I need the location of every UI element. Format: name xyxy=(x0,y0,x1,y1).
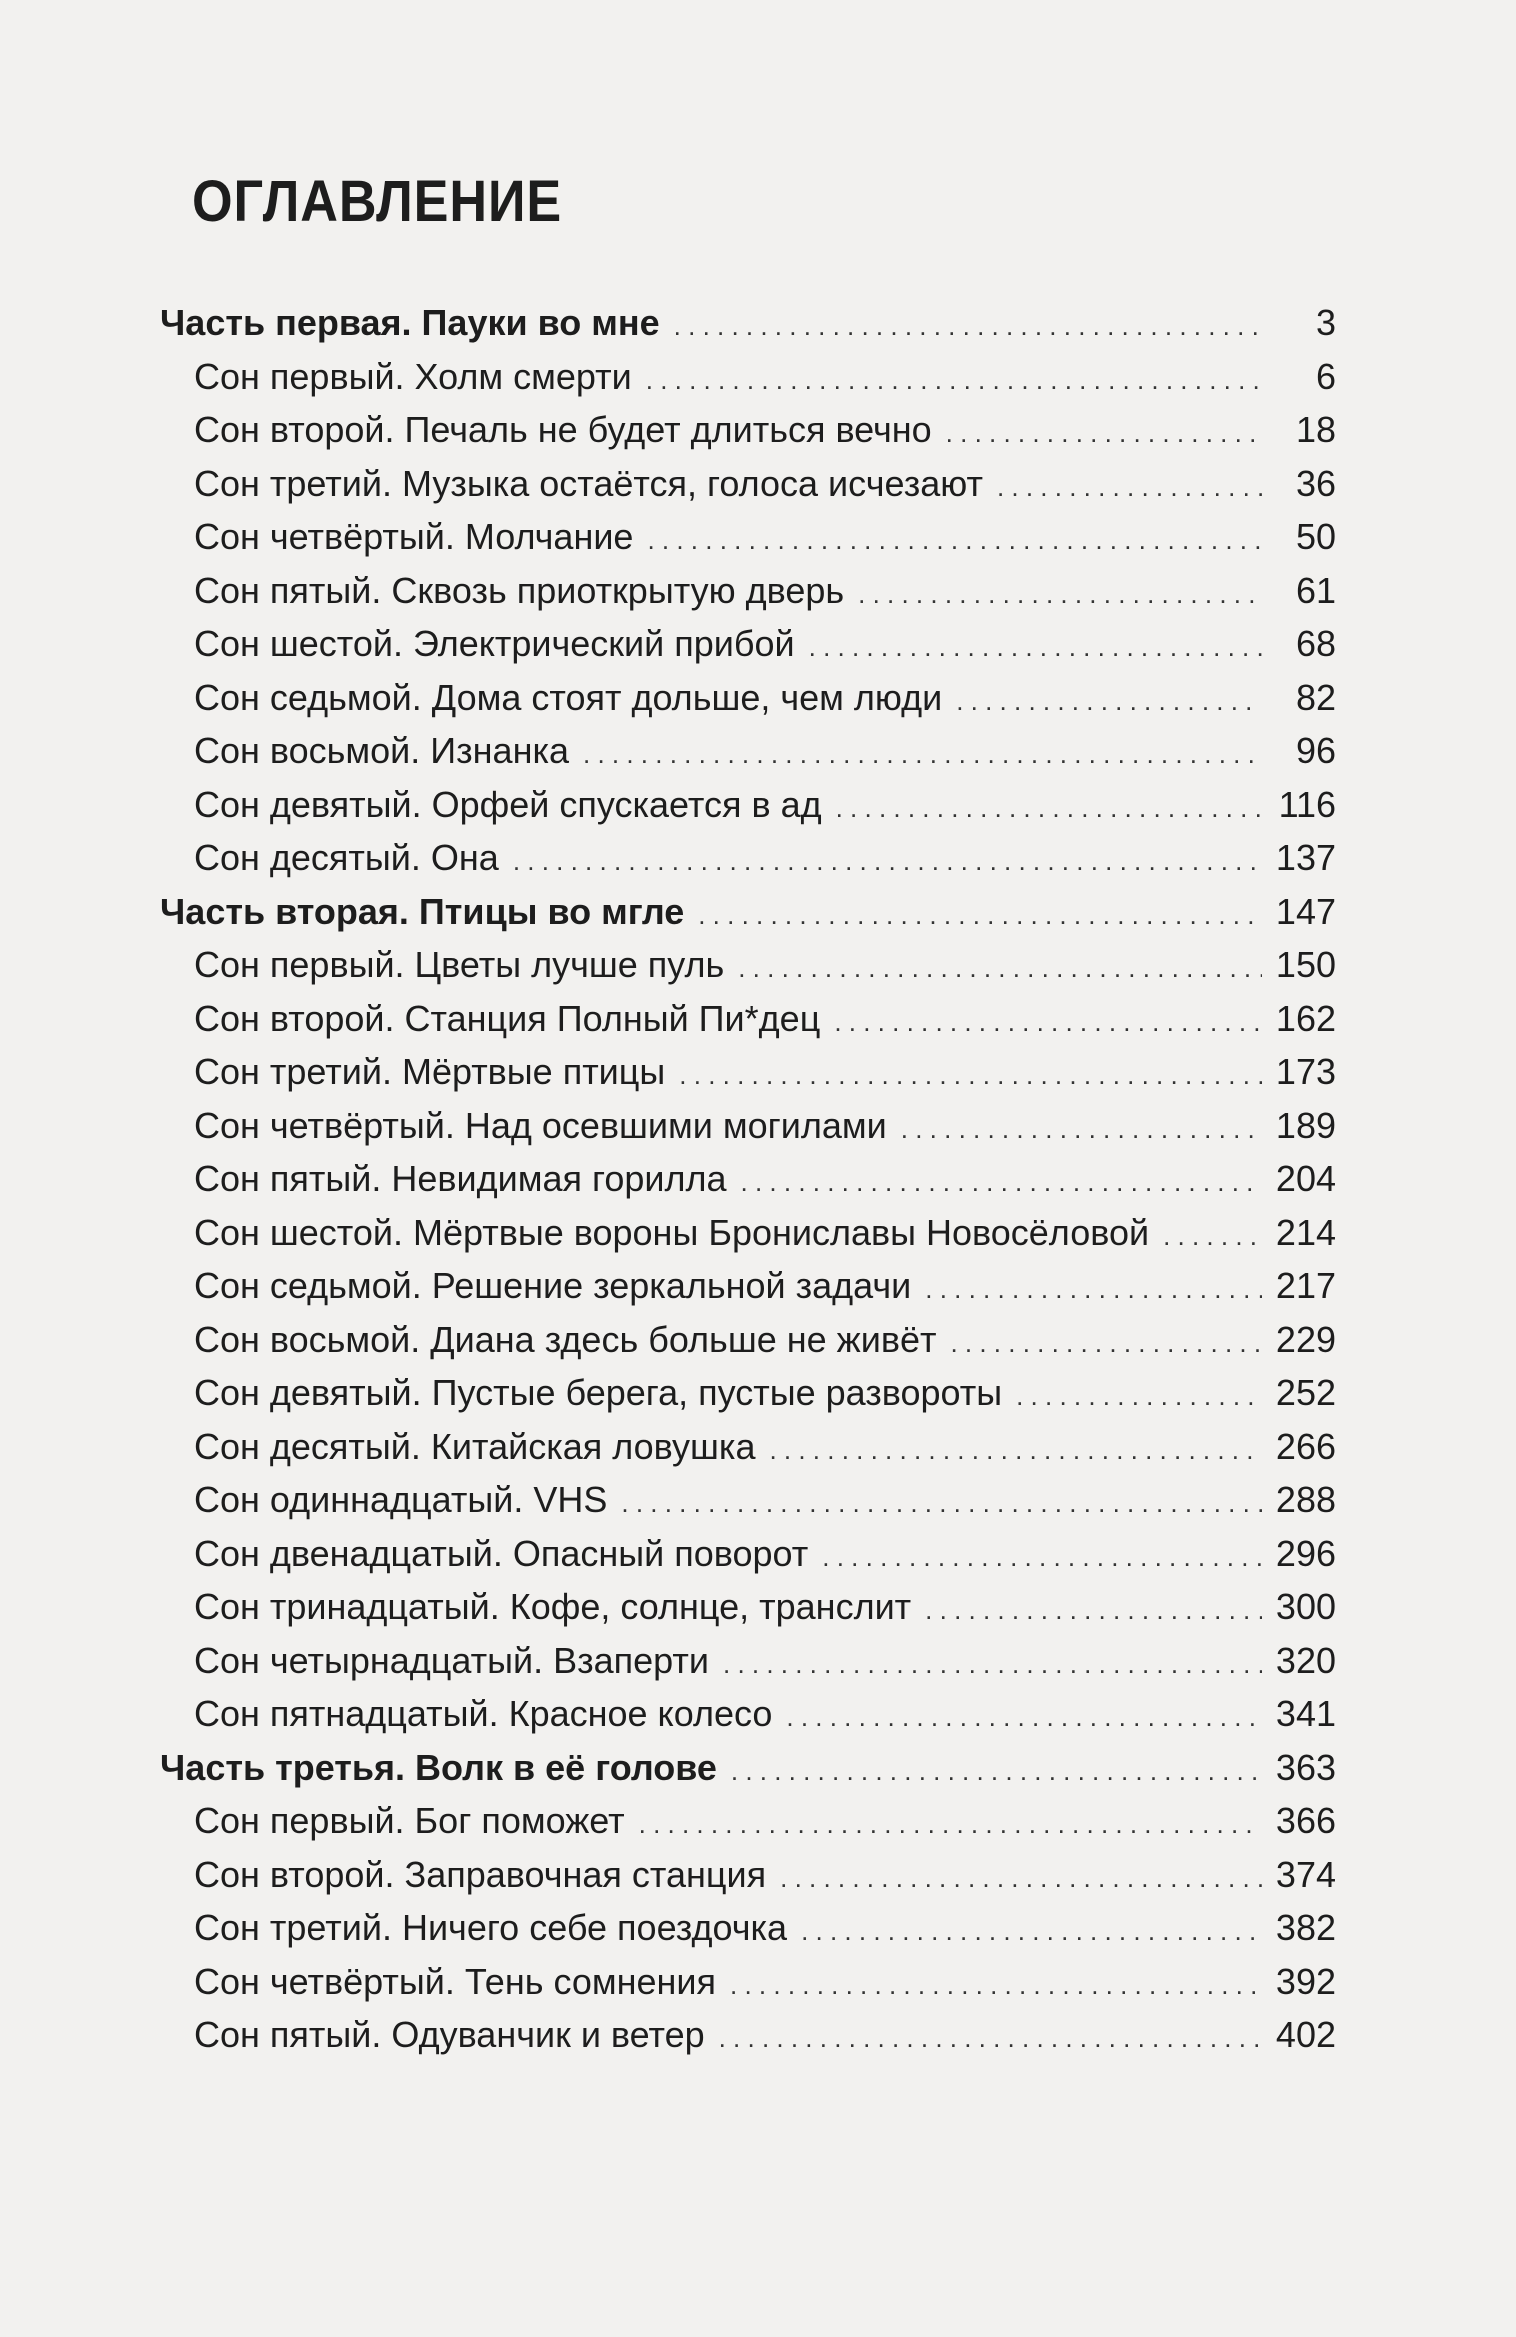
dot-leader xyxy=(858,568,1262,622)
dot-leader xyxy=(822,1531,1262,1585)
dot-leader xyxy=(679,1049,1262,1103)
entry-page-number: 6 xyxy=(1315,355,1336,397)
dot-leader xyxy=(925,1263,1262,1317)
entry-title: Сон тринадцатый. Кофе, солнце, транслит xyxy=(194,1586,912,1627)
dot-leader xyxy=(738,942,1262,996)
toc-chapter-entry xyxy=(160,938,1336,992)
entry-title: Сон первый. Холм смерти xyxy=(194,355,632,397)
entry-page-number: 363 xyxy=(1275,1746,1336,1788)
entry-title: Сон второй. Заправочная станция xyxy=(194,1853,767,1895)
dot-leader xyxy=(834,996,1262,1050)
toc-chapter-entry xyxy=(160,564,1336,618)
toc-chapter-entry xyxy=(160,778,1336,832)
entry-page-number: 217 xyxy=(1275,1265,1336,1306)
dot-leader xyxy=(513,835,1262,889)
entry-page-number: 204 xyxy=(1275,1158,1336,1199)
toc-chapter-entry xyxy=(160,671,1336,725)
entry-page-number: 137 xyxy=(1275,837,1336,878)
entry-title: Сон третий. Ничего себе поездочка xyxy=(194,1907,788,1948)
entry-page-number: 18 xyxy=(1295,409,1336,450)
entry-title: Сон девятый. Пустые берега, пустые развороты xyxy=(194,1372,1003,1413)
toc-chapter-entry xyxy=(160,724,1336,778)
entry-title: Сон седьмой. Дома стоят дольше, чем люди xyxy=(194,676,943,718)
dot-leader xyxy=(769,1424,1261,1478)
entry-title: Сон первый. Бог поможет xyxy=(194,1800,625,1841)
dot-leader xyxy=(698,889,1262,943)
dot-leader xyxy=(674,300,1262,354)
dot-leader xyxy=(719,2012,1262,2066)
entry-page-number: 68 xyxy=(1295,623,1336,664)
entry-page-number: 96 xyxy=(1295,730,1336,771)
dot-leader xyxy=(621,1477,1262,1531)
entry-page-number: 173 xyxy=(1275,1051,1336,1092)
dot-leader xyxy=(809,621,1262,675)
toc-chapter-entry xyxy=(160,1420,1336,1474)
dot-leader xyxy=(956,675,1262,729)
entry-title: Сон восьмой. Диана здесь больше не живёт xyxy=(194,1318,937,1360)
entry-page-number: 300 xyxy=(1275,1586,1336,1627)
toc-chapter-entry xyxy=(160,1099,1336,1153)
dot-leader xyxy=(647,514,1262,568)
dot-leader xyxy=(946,407,1262,461)
entry-page-number: 366 xyxy=(1275,1800,1336,1841)
dot-leader xyxy=(801,1905,1262,1959)
entry-page-number: 402 xyxy=(1275,2014,1336,2055)
entry-title: Сон шестой. Электрический прибой xyxy=(194,623,795,664)
entry-page-number: 3 xyxy=(1315,302,1336,343)
entry-title: Сон восьмой. Изнанка xyxy=(194,730,570,771)
entry-title: Сон десятый. Китайская ловушка xyxy=(194,1425,756,1467)
entry-title: Часть третья. Волк в её голове xyxy=(160,1746,717,1788)
toc-chapter-entry xyxy=(160,1580,1336,1634)
dot-leader xyxy=(730,1959,1262,2013)
entry-page-number: 266 xyxy=(1275,1425,1336,1467)
entry-page-number: 374 xyxy=(1275,1853,1336,1895)
dot-leader xyxy=(1163,1210,1262,1264)
toc-chapter-entry xyxy=(160,403,1336,457)
entry-page-number: 341 xyxy=(1275,1693,1336,1734)
toc-chapter-entry xyxy=(160,350,1336,404)
toc-chapter-entry xyxy=(160,1045,1336,1099)
toc-chapter-entry xyxy=(160,1366,1336,1420)
entry-title: Сон седьмой. Решение зеркальной задачи xyxy=(194,1265,912,1306)
dot-leader xyxy=(950,1317,1261,1371)
entry-page-number: 147 xyxy=(1275,890,1336,932)
toc-chapter-entry xyxy=(160,510,1336,564)
toc-chapter-entry xyxy=(160,1313,1336,1367)
entry-page-number: 150 xyxy=(1275,944,1336,985)
toc-chapter-entry xyxy=(160,1259,1336,1313)
dot-leader xyxy=(997,461,1262,515)
entry-title: Сон первый. Цветы лучше пуль xyxy=(194,944,725,985)
toc-chapter-entry xyxy=(160,1794,1336,1848)
dot-leader xyxy=(731,1745,1262,1799)
entry-page-number: 82 xyxy=(1295,676,1336,718)
dot-leader xyxy=(780,1852,1262,1906)
entry-page-number: 50 xyxy=(1295,516,1336,557)
entry-page-number: 36 xyxy=(1295,462,1336,504)
toc-chapter-entry xyxy=(160,1152,1336,1206)
dot-leader xyxy=(901,1103,1262,1157)
entry-title: Сон третий. Мёртвые птицы xyxy=(194,1051,666,1092)
toc-chapter-entry xyxy=(160,831,1336,885)
entry-title: Часть первая. Пауки во мне xyxy=(160,302,660,343)
toc-chapter-entry xyxy=(160,1687,1336,1741)
toc-chapter-entry xyxy=(160,1206,1336,1260)
toc-part-entry xyxy=(160,885,1336,939)
entry-title: Сон десятый. Она xyxy=(194,837,499,878)
entry-title: Сон девятый. Орфей спускается в ад xyxy=(194,783,822,825)
dot-leader xyxy=(836,782,1262,836)
entry-title: Часть вторая. Птицы во мгле xyxy=(160,890,685,932)
entry-title: Сон двенадцатый. Опасный поворот xyxy=(194,1532,809,1574)
entry-page-number: 252 xyxy=(1275,1372,1336,1413)
entry-title: Сон второй. Станция Полный Пи*дец xyxy=(194,997,821,1039)
entry-title: Сон пятнадцатый. Красное колесо xyxy=(194,1693,773,1734)
entry-page-number: 214 xyxy=(1275,1211,1336,1253)
entry-page-number: 162 xyxy=(1275,997,1336,1039)
toc-chapter-entry xyxy=(160,2008,1336,2062)
entry-page-number: 392 xyxy=(1275,1960,1336,2002)
entry-page-number: 296 xyxy=(1275,1532,1336,1574)
dot-leader xyxy=(583,728,1262,782)
toc-chapter-entry xyxy=(160,1848,1336,1902)
dot-leader xyxy=(741,1156,1262,1210)
dot-leader xyxy=(639,1798,1262,1852)
page-title: ОГЛАВЛЕНИЕ xyxy=(192,169,563,234)
toc-part-entry xyxy=(160,296,1336,350)
table-of-contents xyxy=(160,296,1336,2062)
entry-title: Сон пятый. Сквозь приоткрытую дверь xyxy=(194,569,845,611)
entry-page-number: 116 xyxy=(1278,783,1336,825)
entry-title: Сон третий. Музыка остаётся, голоса исчезают xyxy=(194,462,983,504)
toc-chapter-entry xyxy=(160,1527,1336,1581)
toc-chapter-entry xyxy=(160,1473,1336,1527)
entry-page-number: 189 xyxy=(1275,1104,1336,1146)
toc-chapter-entry xyxy=(160,1634,1336,1688)
toc-chapter-entry xyxy=(160,1955,1336,2009)
entry-page-number: 320 xyxy=(1275,1639,1336,1681)
entry-title: Сон четвёртый. Тень сомнения xyxy=(194,1960,717,2002)
entry-title: Сон четвёртый. Над осевшими могилами xyxy=(194,1104,887,1146)
toc-chapter-entry xyxy=(160,1901,1336,1955)
entry-title: Сон пятый. Невидимая горилла xyxy=(194,1158,727,1199)
entry-page-number: 382 xyxy=(1275,1907,1336,1948)
toc-part-entry xyxy=(160,1741,1336,1795)
entry-title: Сон четырнадцатый. Взаперти xyxy=(194,1639,709,1681)
entry-title: Сон пятый. Одуванчик и ветер xyxy=(194,2014,705,2055)
entry-title: Сон второй. Печаль не будет длиться вечно xyxy=(194,409,932,450)
dot-leader xyxy=(1016,1370,1262,1424)
entry-title: Сон одиннадцатый. VHS xyxy=(194,1479,608,1520)
entry-page-number: 288 xyxy=(1275,1479,1336,1520)
entry-page-number: 229 xyxy=(1275,1318,1336,1360)
entry-page-number: 61 xyxy=(1295,569,1336,611)
dot-leader xyxy=(723,1638,1262,1692)
dot-leader xyxy=(646,354,1262,408)
toc-chapter-entry xyxy=(160,457,1336,511)
entry-title: Сон четвёртый. Молчание xyxy=(194,516,634,557)
dot-leader xyxy=(925,1584,1262,1638)
toc-chapter-entry xyxy=(160,992,1336,1046)
entry-title: Сон шестой. Мёртвые вороны Брониславы Новосёловой xyxy=(194,1211,1150,1253)
dot-leader xyxy=(786,1691,1262,1745)
toc-chapter-entry xyxy=(160,617,1336,671)
